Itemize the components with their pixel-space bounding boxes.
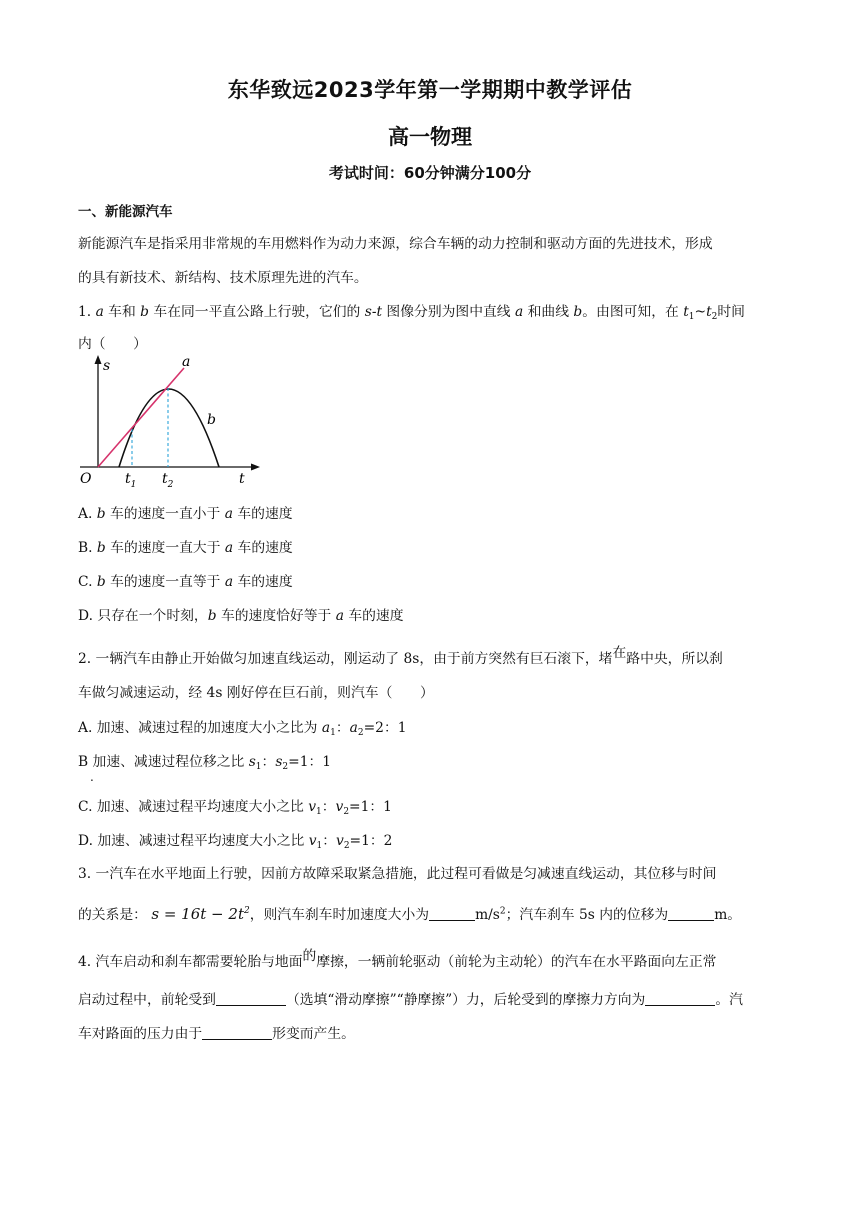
subject-title: 高一物理 (388, 125, 472, 149)
q4-text: 。汽 (715, 992, 743, 1008)
q2-text: 2. 一辆汽车由静止开始做匀加速直线运动，刚运动了 8s，由于前方突然有巨石滚下，堵 (78, 651, 613, 667)
var: s (275, 754, 283, 770)
tick-t1: $t_1$ (125, 471, 137, 490)
q1-option-d[interactable] (78, 604, 404, 624)
q1-text: 车和 (103, 304, 141, 320)
q4-line-1 (78, 950, 716, 970)
sep: ： (261, 754, 276, 770)
q2-option-b[interactable] (78, 750, 331, 772)
option-text: =1：1 (349, 799, 392, 815)
q4-blank-friction-type[interactable] (216, 991, 286, 1006)
sub: 1 (316, 841, 323, 851)
option-text: 车的速度一直等于 (105, 574, 225, 590)
q1-text: 和曲线 (523, 304, 574, 320)
option-text: C. 加速、减速过程平均速度大小之比 (78, 799, 309, 815)
q3-blank-displacement[interactable] (668, 906, 714, 921)
intro-line-2: 的具有新技术、新结构、技术原理先进的汽车。 (78, 270, 368, 286)
q4-text: 形变而产生。 (272, 1026, 355, 1042)
option-text: 车的速度一直小于 (105, 506, 225, 522)
q2-option-c[interactable] (78, 795, 392, 817)
var: a (224, 506, 233, 522)
q1-text: 1. (78, 304, 96, 320)
tilde: ~ (694, 304, 707, 320)
origin-label: O (80, 471, 92, 487)
option-text: =2：1 (363, 720, 407, 736)
option-prefix: D. 只存在一个时刻， (78, 608, 208, 624)
var: b (96, 506, 106, 522)
sub: 1 (688, 312, 695, 322)
q3-line-2 (78, 903, 741, 923)
label-a: a (182, 354, 191, 370)
line-a (98, 368, 184, 467)
q2-stem-line-1 (78, 647, 723, 667)
option-text: =1：2 (349, 833, 393, 849)
var-b: b (140, 304, 150, 320)
q2-option-b-dot: . (90, 770, 94, 784)
sub: 2 (711, 312, 718, 322)
q1-stem-line-2: 内（ ） (78, 336, 147, 352)
sub: 1 (255, 762, 262, 772)
sep: ： (335, 720, 350, 736)
var-a: a (515, 304, 524, 320)
unit: m/s (475, 907, 500, 923)
q2-option-d[interactable] (78, 829, 392, 851)
option-prefix: B (78, 754, 89, 770)
var-t2: t (706, 304, 712, 320)
var: a (335, 608, 344, 624)
q3-text: ；汽车刹车 5s 内的位移为 (505, 907, 669, 923)
option-prefix: B. (78, 540, 97, 556)
option-prefix: C. (78, 574, 97, 590)
q4-text: （选填“滑动摩擦”“静摩擦”）力，后轮受到的摩擦力方向为 (285, 992, 646, 1008)
q4-text: 4. 汽车启动和刹车都需要轮胎与地面 (78, 954, 303, 970)
q1-stem-line-1 (78, 300, 745, 322)
option-text: =1：1 (288, 754, 332, 770)
var: b (96, 574, 106, 590)
q4-line-2 (78, 988, 743, 1008)
q4-text: 启动过程中，前轮受到 (78, 992, 216, 1008)
q3-line-1: 3. 一汽车在水平地面上行驶，因前方故障采取紧急措施，此过程可看做是匀减速直线运动，其位移与时间 (78, 866, 717, 882)
var: v (308, 799, 316, 815)
sub: 2 (343, 807, 350, 817)
q1-option-c[interactable] (78, 570, 293, 590)
q1-text: 时间 (717, 304, 745, 320)
intro-line-1: 新能源汽车是指采用非常规的车用燃料作为动力来源，综合车辆的动力控制和驱动方面的先进技术，形成 (78, 236, 713, 252)
option-text: 车的速度恰好等于 (216, 608, 336, 624)
s-axis-arrow (95, 355, 102, 364)
sub: 2 (357, 728, 364, 738)
option-text: 加速、减速过程位移之比 (88, 754, 249, 770)
tick-t2: $t_2$ (162, 471, 174, 490)
var: a (349, 720, 358, 736)
axis-s-label: s (103, 358, 111, 374)
option-text: 车的速度一直大于 (105, 540, 225, 556)
option-text: 车的速度 (233, 574, 293, 590)
st-graph (76, 352, 266, 490)
option-text: 车的速度 (233, 540, 293, 556)
sub: 1 (330, 728, 336, 738)
q2-stem-line-2: 车做匀减速运动，经 4s 刚好停在巨石前，则汽车（ ） (78, 685, 434, 701)
var-b: b (573, 304, 583, 320)
q1-option-a[interactable] (78, 502, 293, 522)
curve-b (119, 389, 219, 467)
q1-text: 图像分别为图中直线 (382, 304, 515, 320)
option-text: 车的速度 (343, 608, 404, 624)
section-heading: 一、新能源汽车 (78, 204, 173, 220)
sub: 1 (315, 807, 322, 817)
q4-blank-deformation[interactable] (202, 1025, 272, 1040)
q3-blank-acceleration[interactable] (429, 906, 475, 921)
label-b: b (207, 412, 216, 428)
option-text: A. 加速、减速过程的加速度大小之比为 (78, 720, 322, 736)
option-prefix: A. (78, 506, 97, 522)
q3-text: 的关系是： (78, 907, 147, 923)
sub: 2 (343, 841, 350, 851)
var: v (308, 833, 317, 849)
q2-raised-char: 在 (612, 645, 627, 661)
var: a (224, 574, 234, 590)
q3-text: m。 (714, 907, 742, 923)
q3-formula: $s = 16t - 2t^2$ (151, 905, 250, 923)
var: b (96, 540, 106, 556)
q3-text: ，则汽车刹车时加速度大小为 (249, 907, 430, 923)
var: a (321, 720, 331, 736)
q4-raised-char: 的 (302, 948, 317, 964)
q4-line-3 (78, 1022, 355, 1042)
var: s (248, 754, 256, 770)
axis-t-label: t (239, 471, 245, 487)
q1-option-b[interactable] (78, 536, 293, 556)
var: a (224, 540, 234, 556)
var-t1: t (683, 304, 689, 320)
sep: ： (322, 833, 337, 849)
option-text: D. 加速、减速过程平均速度大小之比 (78, 833, 309, 849)
exam-info: 考试时间：60分钟满分100分 (328, 164, 532, 182)
sep: ： (321, 799, 336, 815)
q4-text: 车对路面的压力由于 (78, 1026, 203, 1042)
var: v (335, 799, 344, 815)
var: v (336, 833, 344, 849)
q4-blank-friction-direction[interactable] (645, 991, 715, 1006)
q2-text: 路中央，所以刹 (626, 651, 723, 667)
q1-text: 车在同一平直公路上行驶，它们的 (149, 304, 365, 320)
var-a: a (95, 304, 104, 320)
var: b (207, 608, 217, 624)
var-st: s-t (364, 304, 383, 320)
q2-option-a[interactable] (78, 716, 407, 738)
sub: 2 (282, 762, 289, 772)
exam-title: 东华致远2023学年第一学期期中教学评估 (227, 78, 633, 102)
t-axis-arrow (251, 464, 260, 471)
option-text: 车的速度 (232, 506, 293, 522)
unit-sup: 2 (499, 906, 506, 917)
q4-text: 摩擦，一辆前轮驱动（前轮为主动轮）的汽车在水平路面向左正常 (316, 954, 717, 970)
q1-text: 。由图可知，在 (582, 304, 684, 320)
